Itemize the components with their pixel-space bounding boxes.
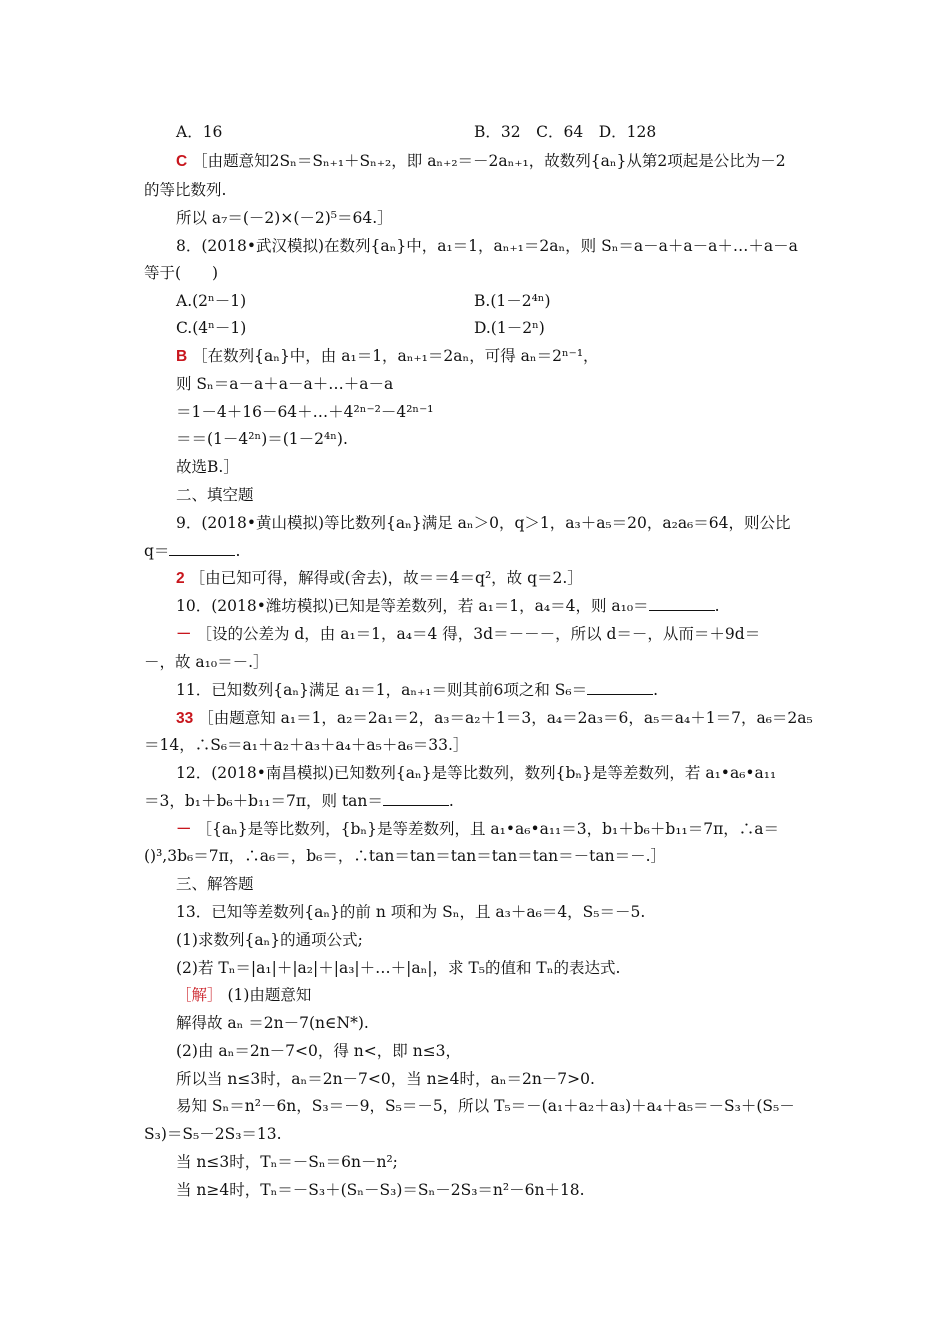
q13-part-1: (1)求数列{aₙ}的通项公式;: [176, 931, 363, 949]
q7-answer-result: 所以 a₇＝(－2)×(－2)⁵＝64.］: [176, 209, 393, 227]
q13-solution-step: 解得故 aₙ ＝2n－7(n∈N*).: [176, 1014, 369, 1032]
q11-stem-text: 11．已知数列{aₙ}满足 a₁＝1，aₙ₊₁＝则其前6项之和 S₆＝: [176, 681, 588, 699]
q13-solution-step: (2)由 aₙ＝2n－7<0，得 n<，即 n≤3，: [176, 1042, 462, 1060]
q10-answer-cont: －，故 a₁₀＝－.］: [144, 653, 269, 671]
solution-label: ［解］: [176, 986, 223, 1004]
q12-answer-cont: ()³,3b₆＝7π，∴a₆＝，b₆＝，∴tan＝tan＝tan＝tan＝tan＝－tan＝－.］: [144, 847, 667, 865]
q9-answer-blank: [169, 541, 235, 556]
q10-answer-text: ［设的公差为 d，由 a₁＝1，a₄＝4 得，3d＝－－－，所以 d＝－，从而＝＋9d＝: [196, 625, 761, 643]
q12-answer-letter: －: [176, 821, 192, 838]
q8-answer-step: ＝1－4＋16－64＋…＋4²ⁿ⁻²－4²ⁿ⁻¹: [176, 403, 434, 421]
q9-answer-line: [176, 568, 583, 589]
q8-option-a: A.(2ⁿ－1): [176, 292, 247, 310]
q11-answer-letter: 33: [176, 710, 194, 727]
q9-stem-prefix: q＝: [144, 542, 170, 560]
q13-part-2: (2)若 Tₙ＝|a₁|＋|a₂|＋|a₃|＋…＋|aₙ|，求 T₅的值和 Tₙ的表达式.: [176, 959, 621, 977]
q11-stem: 11．已知数列{aₙ}满足 a₁＝1，aₙ₊₁＝则其前6项之和 S₆＝ .: [176, 681, 659, 699]
q13-solution-step: 当 n≤3时，Tₙ＝－Sₙ＝6n－n²;: [176, 1153, 398, 1171]
q12-answer-text: ［{aₙ}是等比数列，{bₙ}是等差数列，且 a₁•a₆•a₁₁＝3，b₁＋b₆＋b₁₁＝7π，∴a＝: [196, 820, 780, 838]
q10-answer-letter: －: [176, 626, 192, 643]
q13-solution-text: (1)由题意知: [227, 986, 312, 1004]
q8-answer-step: ＝＝(1－4²ⁿ)＝(1－2⁴ⁿ).: [176, 430, 348, 448]
q8-stem: 8．(2018•武汉模拟)在数列{aₙ}中，a₁＝1，aₙ₊₁＝2aₙ，则 Sₙ＝a－a＋a－a＋…＋a－a: [176, 237, 798, 255]
q12-stem: 12．(2018•南昌模拟)已知数列{aₙ}是等比数列，数列{bₙ}是等差数列，若 a₁•a₆•a₁₁: [176, 764, 777, 782]
q8-option-c: C.(4ⁿ－1): [176, 319, 247, 337]
q7-answer-text: ［由题意知2Sₙ＝Sₙ₊₁＋Sₙ₊₂，即 aₙ₊₂＝－2aₙ₊₁，故数列{aₙ}从第2项起是公比为－2: [192, 152, 786, 170]
q9-answer-text: ［由已知可得，解得或(舍去)，故＝＝4＝q²，故 q＝2.］: [189, 569, 583, 587]
q12-stem-cont: ＝3，b₁＋b₆＋b₁₁＝7π，则 tan＝ .: [144, 792, 454, 810]
q12-stem-prefix: ＝3，b₁＋b₆＋b₁₁＝7π，则 tan＝: [144, 792, 383, 810]
q9-answer-letter: 2: [176, 570, 185, 587]
q8-answer-step: 则 Sₙ＝a－a＋a－a＋…＋a－a: [176, 375, 394, 393]
q13-solution-start: [176, 985, 311, 1005]
q10-answer-blank: [649, 596, 715, 611]
q7-answer-letter: C: [176, 153, 188, 170]
q8-option-d: D.(1－2ⁿ): [474, 319, 545, 337]
q8-answer-conclusion: 故选B.］: [176, 458, 239, 476]
q11-answer-text: ［由题意知 a₁＝1，a₂＝2a₁＝2，a₃＝a₂＋1＝3，a₄＝2a₃＝6，a₅＝a₄＋1＝7，a₆＝2a₅: [198, 709, 813, 727]
q13-solution-step: 所以当 n≤3时，aₙ＝2n－7<0，当 n≥4时，aₙ＝2n－7>0.: [176, 1070, 595, 1088]
q11-answer-blank: [587, 680, 653, 695]
q13-solution-step: 易知 Sₙ＝n²－6n，S₃＝－9，S₅＝－5，所以 T₅＝－(a₁＋a₂＋a₃)＋a₄＋a₅＝－S₃＋(S₅－: [176, 1097, 795, 1115]
q7-options-bcd: B．32 C．64 D．128: [474, 123, 657, 141]
q8-answer-line: [176, 346, 599, 367]
q12-answer-blank: [383, 791, 449, 806]
q10-stem: 10．(2018•潍坊模拟)已知是等差数列，若 a₁＝1，a₄＝4，则 a₁₀＝ .: [176, 597, 720, 615]
q8-answer-text: ［在数列{aₙ}中，由 a₁＝1，aₙ₊₁＝2aₙ，可得 aₙ＝2ⁿ⁻¹，: [192, 347, 599, 365]
q7-answer-cont: 的等比数列.: [144, 181, 227, 199]
q9-stem-cont: q＝ .: [144, 542, 241, 560]
q13-stem: 13．已知等差数列{aₙ}的前 n 项和为 Sₙ，且 a₃＋a₆＝4，S₅＝－5.: [176, 903, 646, 921]
section-heading-fill-in: 二、填空题: [176, 486, 254, 504]
q9-stem: 9．(2018•黄山模拟)等比数列{aₙ}满足 aₙ＞0，q＞1，a₃＋a₅＝20，a₂a₆＝64，则公比: [176, 514, 791, 532]
q8-option-b: B.(1－2⁴ⁿ): [474, 292, 551, 310]
q13-solution-step: 当 n≥4时，Tₙ＝－S₃＋(Sₙ－S₃)＝Sₙ－2S₃＝n²－6n＋18.: [176, 1181, 585, 1199]
section-heading-solutions: 三、解答题: [176, 875, 254, 893]
q7-option-a: A．16: [176, 123, 223, 141]
q13-solution-step: S₃)＝S₅－2S₃＝13.: [144, 1125, 282, 1143]
q7-answer-line: [176, 151, 786, 172]
q10-answer-line: [176, 624, 760, 645]
q8-stem-cont: 等于( ): [144, 264, 219, 282]
q12-answer-line: [176, 819, 779, 840]
q11-answer-line: [176, 708, 813, 729]
q11-answer-cont: ＝14，∴S₆＝a₁＋a₂＋a₃＋a₄＋a₅＋a₆＝33.］: [144, 736, 469, 754]
q10-stem-text: 10．(2018•潍坊模拟)已知是等差数列，若 a₁＝1，a₄＝4，则 a₁₀＝: [176, 597, 649, 615]
q8-answer-letter: B: [176, 348, 188, 365]
